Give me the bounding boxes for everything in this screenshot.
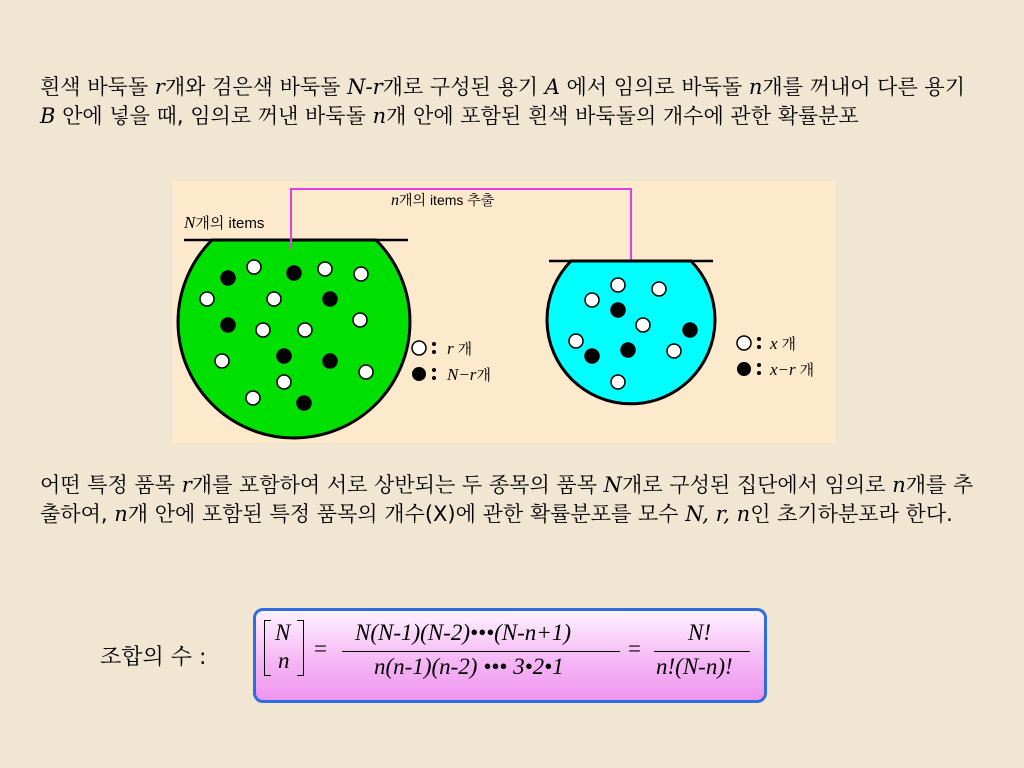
white-stone <box>256 323 270 337</box>
white-stone <box>569 334 583 348</box>
black-stone <box>287 266 301 280</box>
black-stone <box>585 349 599 363</box>
white-stone <box>267 292 281 306</box>
numerator-product: N(N-1)(N-2)•••(N-n+1) <box>355 620 571 645</box>
formula-label: 조합의 수 : <box>100 645 207 670</box>
black-stone <box>611 303 625 317</box>
white-stone <box>354 267 368 281</box>
black-stone <box>683 323 697 337</box>
black-stone <box>323 292 337 306</box>
denominator-product: n(n-1)(n-2) ••• 3•2•1 <box>374 654 564 679</box>
white-stone <box>585 293 599 307</box>
binomial-left-bracket <box>264 620 271 676</box>
white-stone <box>247 260 261 274</box>
denominator-factorial: n!(N-n)! <box>656 654 733 679</box>
legend-b-black: x−r 개 <box>770 360 815 379</box>
white-stone <box>611 375 625 389</box>
black-stone <box>221 271 235 285</box>
definition-paragraph: 어떤 특정 품목 r개를 포함하여 서로 상반되는 두 종목의 품목 N개로 구성된 집단에서 임의로 n개를 추출하여, n개 안에 포함된 특정 품목의 개수(X)에 관한 확률분포를 모수 N, r, n인 초기하분포라 한다. <box>40 473 974 526</box>
container-a-label: N개의 items <box>184 213 265 232</box>
legend-white-stone <box>412 341 426 355</box>
binomial-bottom: n <box>278 648 290 673</box>
fraction-bar-1 <box>342 651 620 652</box>
equals-sign-1: = <box>314 636 327 661</box>
white-stone <box>318 262 332 276</box>
arrow-label: n개의 items 추출 <box>391 192 495 209</box>
equals-sign-2: = <box>628 636 641 661</box>
numerator-factorial: N! <box>688 620 711 645</box>
white-stone <box>652 282 666 296</box>
binomial-top: N <box>275 620 291 645</box>
legend-a-white: r 개 <box>447 339 473 358</box>
white-stone <box>611 278 625 292</box>
legend-black-stone <box>412 367 426 381</box>
intro-paragraph: 흰색 바둑돌 r개와 검은색 바둑돌 N-r개로 구성된 용기 A 에서 임의로 바둑돌 n개를 꺼내어 다른 용기 B 안에 넣을 때, 임의로 꺼낸 바둑돌 n개 안에 포함된 흰색 바둑돌의 개수에 관한 확률분포 <box>40 75 966 128</box>
white-stone <box>200 292 214 306</box>
white-stone <box>298 323 312 337</box>
legend-a-black: N−r개 <box>447 365 491 384</box>
white-stone <box>246 391 260 405</box>
legend-white-stone <box>737 336 751 350</box>
binomial-right-bracket <box>297 620 304 676</box>
legend-black-stone <box>737 362 751 376</box>
white-stone <box>215 354 229 368</box>
black-stone <box>621 343 635 357</box>
legend-b-white: x 개 <box>770 334 797 353</box>
fraction-bar-2 <box>654 651 750 652</box>
black-stone <box>221 318 235 332</box>
black-stone <box>277 349 291 363</box>
white-stone <box>277 375 291 389</box>
black-stone <box>297 396 311 410</box>
white-stone <box>667 344 681 358</box>
sampling-diagram <box>173 181 835 443</box>
white-stone <box>359 365 373 379</box>
white-stone <box>636 318 650 332</box>
black-stone <box>323 354 337 368</box>
white-stone <box>353 313 367 327</box>
